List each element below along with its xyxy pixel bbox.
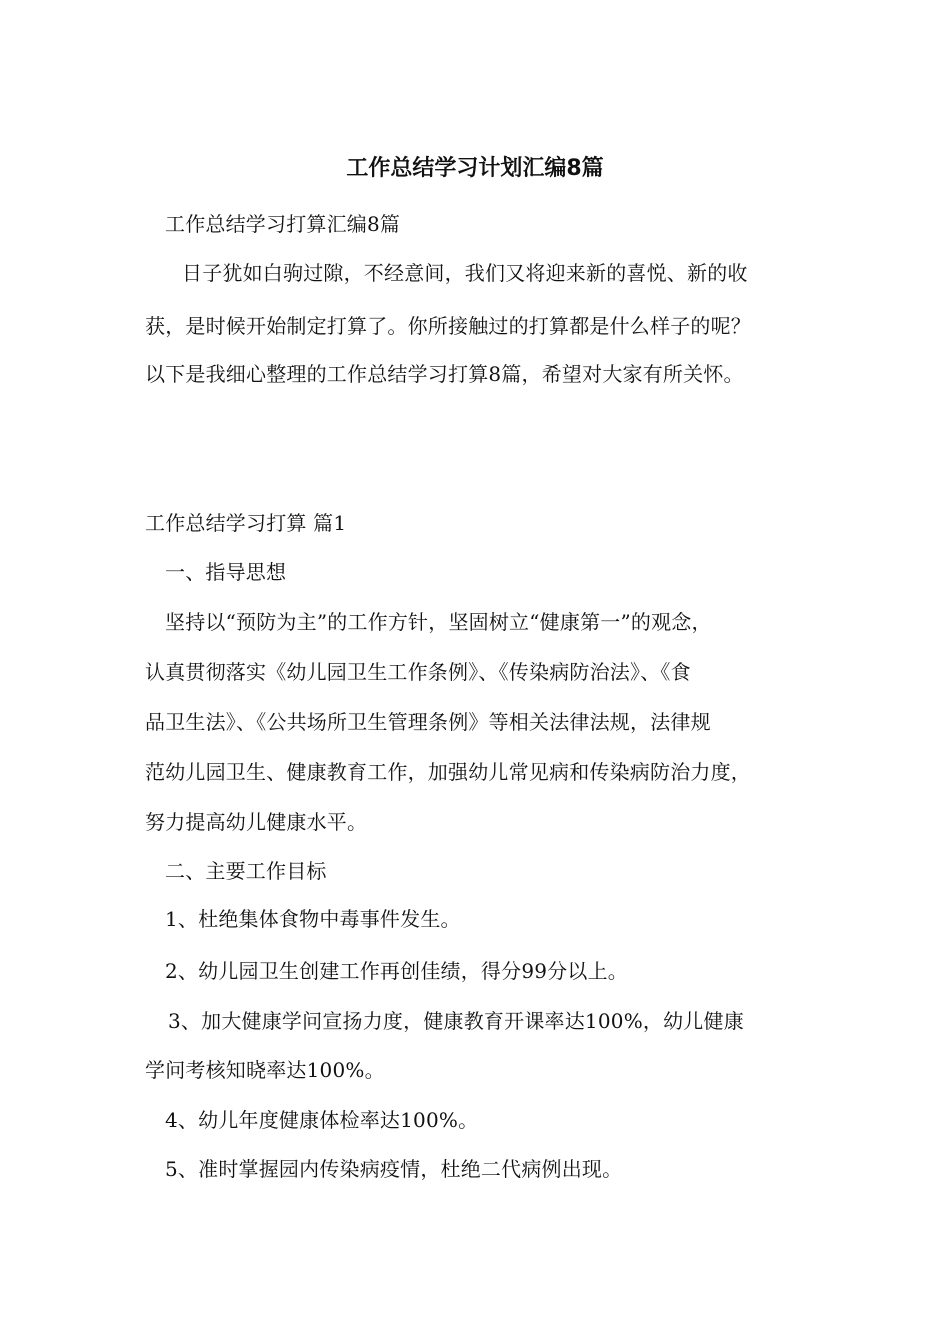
part1-body-line-3: 品卫生法》、《公共场所卫生管理条例》等相关法律法规，法律规 [145,710,711,734]
goal-item: 1、杜绝集体食物中毒事件发生。 [165,907,461,931]
goal-item: 2、幼儿园卫生创建工作再创佳绩，得分99分以上。 [165,959,628,983]
intro-line-2: 获，是时候开始制定打算了。你所接触过的打算都是什么样子的呢？ [145,314,751,338]
intro-line-1: 日子犹如白驹过隙，不经意间，我们又将迎来新的喜悦、新的收 [182,261,748,285]
part1-body-line-2: 认真贯彻落实《幼儿园卫生工作条例》、《传染病防治法》、《食 [145,660,691,684]
goal-item: 5、准时掌握园内传染病疫情，杜绝二代病例出现。 [165,1157,623,1181]
intro-line-3: 以下是我细心整理的工作总结学习打算8篇，希望对大家有所关怀。 [145,362,744,386]
document-title: 工作总结学习计划汇编8篇 [346,156,604,181]
part1-heading: 一、指导思想 [165,560,287,584]
part1-body-line-4: 范幼儿园卫生、健康教育工作，加强幼儿常见病和传染病防治力度， [145,760,751,784]
goal-item: 3、加大健康学问宣扬力度，健康教育开课率达100%，幼儿健康 [168,1009,744,1033]
section-heading: 工作总结学习打算 篇1 [145,511,347,535]
goal-item: 4、幼儿年度健康体检率达100%。 [165,1108,479,1132]
part2-heading: 二、主要工作目标 [165,859,327,883]
part1-body-line-5: 努力提高幼儿健康水平。 [145,810,368,834]
part1-body-line-1: 坚持以“预防为主”的工作方针，坚固树立“健康第一”的观念， [165,610,712,634]
document-subtitle: 工作总结学习打算汇编8篇 [165,212,401,236]
goal-item-continued: 学问考核知晓率达100%。 [145,1058,385,1082]
